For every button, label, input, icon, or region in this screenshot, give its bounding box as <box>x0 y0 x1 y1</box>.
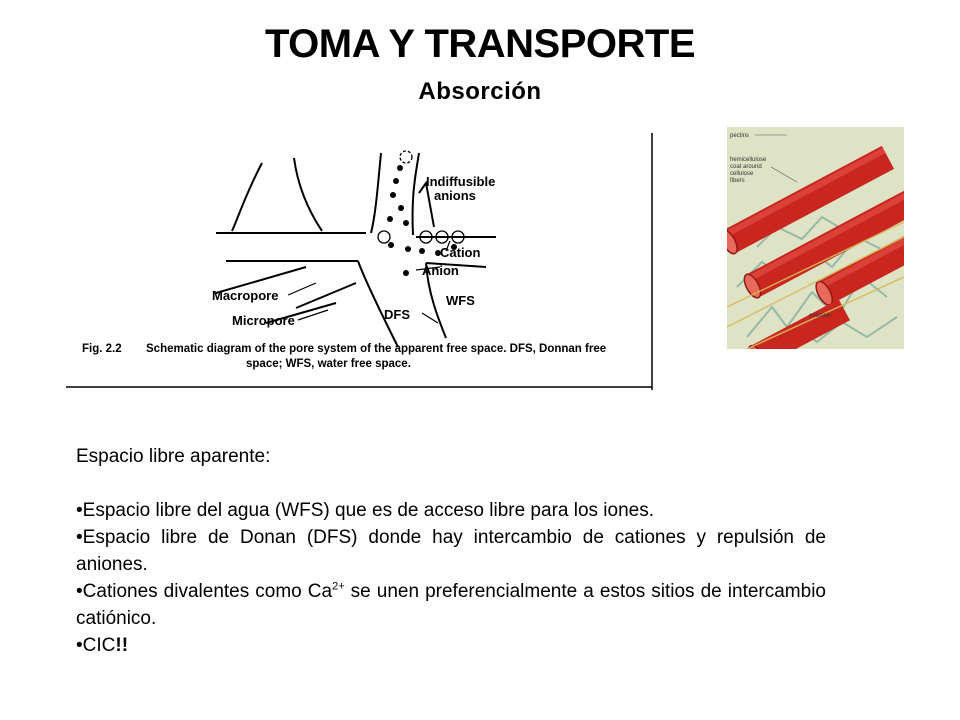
cell-wall-illustration <box>727 127 904 349</box>
label-indiffusible: Indiffusible <box>426 174 496 189</box>
bullet-cic <box>76 632 826 659</box>
label-extensin: extensin <box>809 313 832 319</box>
label-hemicellulose-4: fibers <box>730 178 745 184</box>
bullet-wfs-text: Espacio libre del agua (WFS) que es de acceso libre para los iones. <box>82 500 655 521</box>
bullet-cic-emphasis: !! <box>115 635 129 656</box>
body-text <box>76 443 826 659</box>
figure-caption-line1: Schematic diagram of the pore system of the apparent free space. DFS, Donnan free <box>146 343 607 355</box>
label-hemicellulose-1: hemicellulose <box>730 157 767 163</box>
slide-title: TOMA Y TRANSPORTE <box>264 22 696 66</box>
label-macropore: Macropore <box>212 288 279 303</box>
bullet-dfs <box>76 524 826 578</box>
label-hemicellulose-3: cellulose <box>730 171 754 177</box>
bullet-marker: • <box>76 527 83 548</box>
label-anions: anions <box>434 188 476 203</box>
bullet-divalent-text-b: se unen preferencialmente a estos sitios de intercambio catiónico. <box>76 581 826 629</box>
bullet-marker: • <box>76 581 83 602</box>
bullet-wfs <box>76 497 826 524</box>
calcium-charge: 2+ <box>332 580 345 593</box>
label-dfs: DFS <box>384 307 410 322</box>
bullet-dfs-text: Espacio libre de Donan (DFS) donde hay intercambio de cationes y repulsión de aniones. <box>76 527 826 575</box>
label-wfs: WFS <box>446 293 475 308</box>
pore-system-diagram <box>66 133 654 390</box>
label-pectins: pectins <box>730 133 750 139</box>
label-anion: Anion <box>422 263 459 278</box>
bullet-marker: • <box>76 635 83 656</box>
label-micropore: Micropore <box>232 313 295 328</box>
label-cation: Cation <box>440 245 481 260</box>
figure-caption-label: Fig. 2.2 <box>82 343 122 355</box>
bullet-cic-text: CIC <box>82 635 116 656</box>
bullet-divalent-text-a: Cationes divalentes como Ca <box>82 581 333 602</box>
figure-caption-line2: space; WFS, water free space. <box>246 358 411 370</box>
slide-subtitle: Absorción <box>418 78 542 105</box>
bullet-divalent <box>76 578 826 632</box>
label-hemicellulose-2: coat around <box>730 164 762 170</box>
intro-text: Espacio libre aparente: <box>76 446 271 467</box>
bullet-marker: • <box>76 500 83 521</box>
